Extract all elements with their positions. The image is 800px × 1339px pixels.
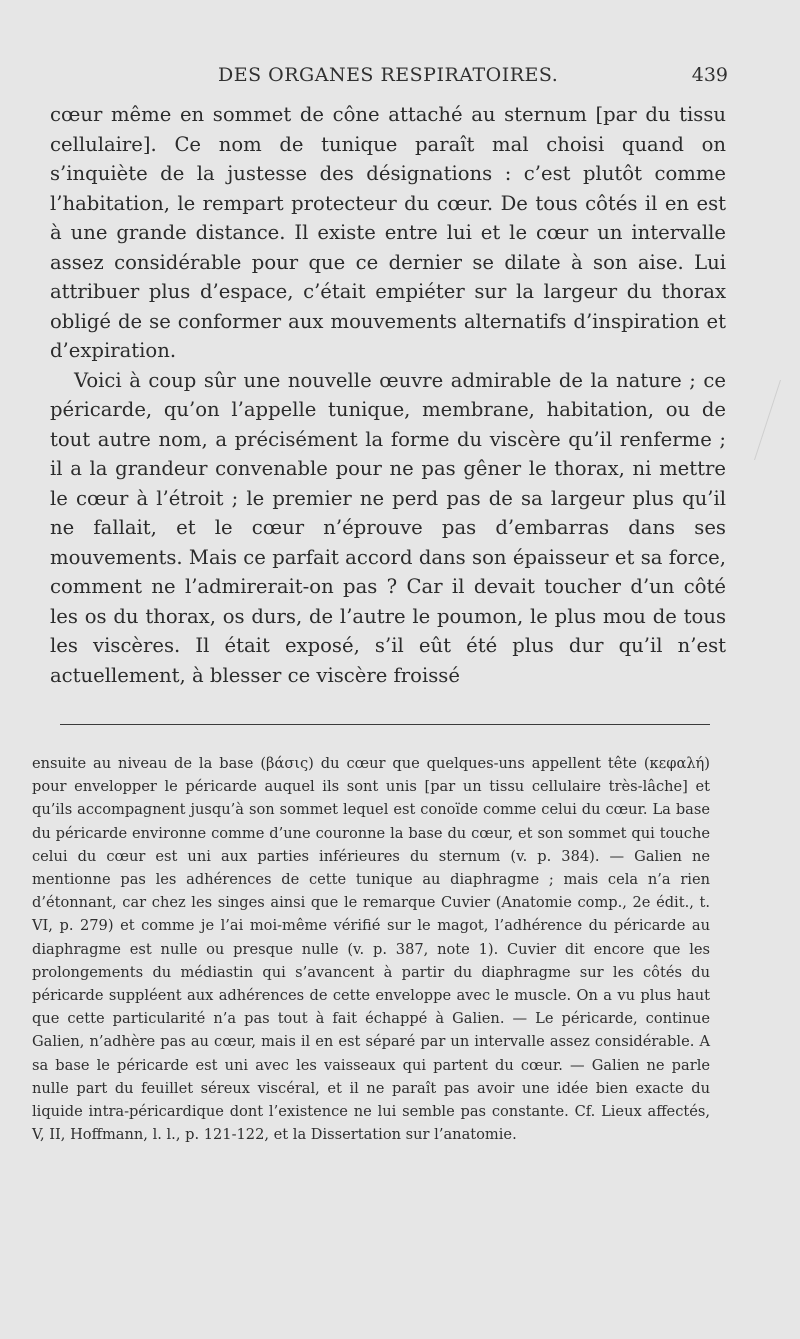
paragraph-1: cœur même en sommet de cône attaché au sternum [par du tissu cellulaire]. Ce nom de tunique paraît mal choisi quand on s’inquiète de la justesse des désignations : c’est plutôt comme l’habitation, le rempart protecteur du cœur. De tous côtés il en est à une grande distance. Il existe entre lui et le cœur un intervalle assez considérable pour que ce dernier se dilate à son aise. Lui attribuer plus d’espace, c’était empiéter sur la largeur du thorax obligé de se conformer aux mouvements alternatifs d’inspiration et d’expiration.	[50, 103, 726, 362]
running-title: DES ORGANES RESPIRATOIRES.	[218, 64, 559, 86]
footnote-text: ensuite au niveau de la base (βάσις) du cœur que quelques-uns appellent tête (κεφαλή) pour envelopper le péricarde auquel ils sont unis [par un tissu cellulaire très-lâche] et qu’ils accompagnent jusqu’à son sommet lequel est conoïde comme celui du cœur. La base du péricarde environne comme d’une couronne la base du cœur, et son sommet qui touche celui du cœur est uni aux parties inférieures du sternum (v. p. 384). — Galien ne mentionne pas les adhérences de cette tunique au diaphragme ; mais cela n’a rien d’étonnant, car chez les singes ainsi que le remarque Cuvier (Anatomie comp., 2e édit., t. VI, p. 279) et comme je l’ai moi-même vérifié sur le magot, l’adhérence du péricarde au diaphragme est nulle ou presque nulle (v. p. 387, note 1). Cuvier dit encore que les prolongements du médiastin qui s’avancent à partir du diaphragme sur les côtés du péricarde suppléent aux adhérences de cette enveloppe avec le muscle. On a vu plus haut que cette particularité n’a pas tout à fait échappé à Galien. — Le péricarde, continue Galien, n’adhère pas au cœur, mais il en est séparé par un intervalle assez considérable. A sa base le péricarde est uni avec les vaisseaux qui partent du cœur. — Galien ne parle nulle part du feuillet séreux viscéral, et il ne paraît pas avoir une idée bien exacte du liquide intra-péricardique dont l’existence ne lui semble pas constante. Cf. Lieux affectés, V, II, Hoffmann, l. l., p. 121-122, et la Dissertation sur l’anatomie.	[32, 755, 710, 1144]
paragraph-2: Voici à coup sûr une nouvelle œuvre admirable de la nature ; ce péricarde, qu’on l’appelle tunique, membrane, habitation, ou de tout autre nom, a précisément la forme du viscère qu’il renferme ; il a la grandeur convenable pour ne pas gêner le thorax, ni mettre le cœur à l’étroit ; le premier ne perd pas de sa largeur plus qu’il ne fallait, et le cœur n’éprouve pas d’embarras dans ses mouvements. Mais ce parfait accord dans son épaisseur et sa force, comment ne l’admirerait-on pas ? Car il devait toucher d’un côté les os du thorax, os durs, de l’autre le poumon, le plus mou de tous les viscères. Il était exposé, s’il eût été plus dur qu’il n’est actuellement, à blesser ce viscère froissé	[50, 368, 726, 687]
page-header	[48, 64, 738, 94]
main-text	[50, 100, 726, 690]
page-edge-mark	[754, 380, 800, 460]
page-number: 439	[691, 64, 728, 86]
footnote	[32, 752, 710, 1146]
footnote-separator	[60, 724, 710, 725]
